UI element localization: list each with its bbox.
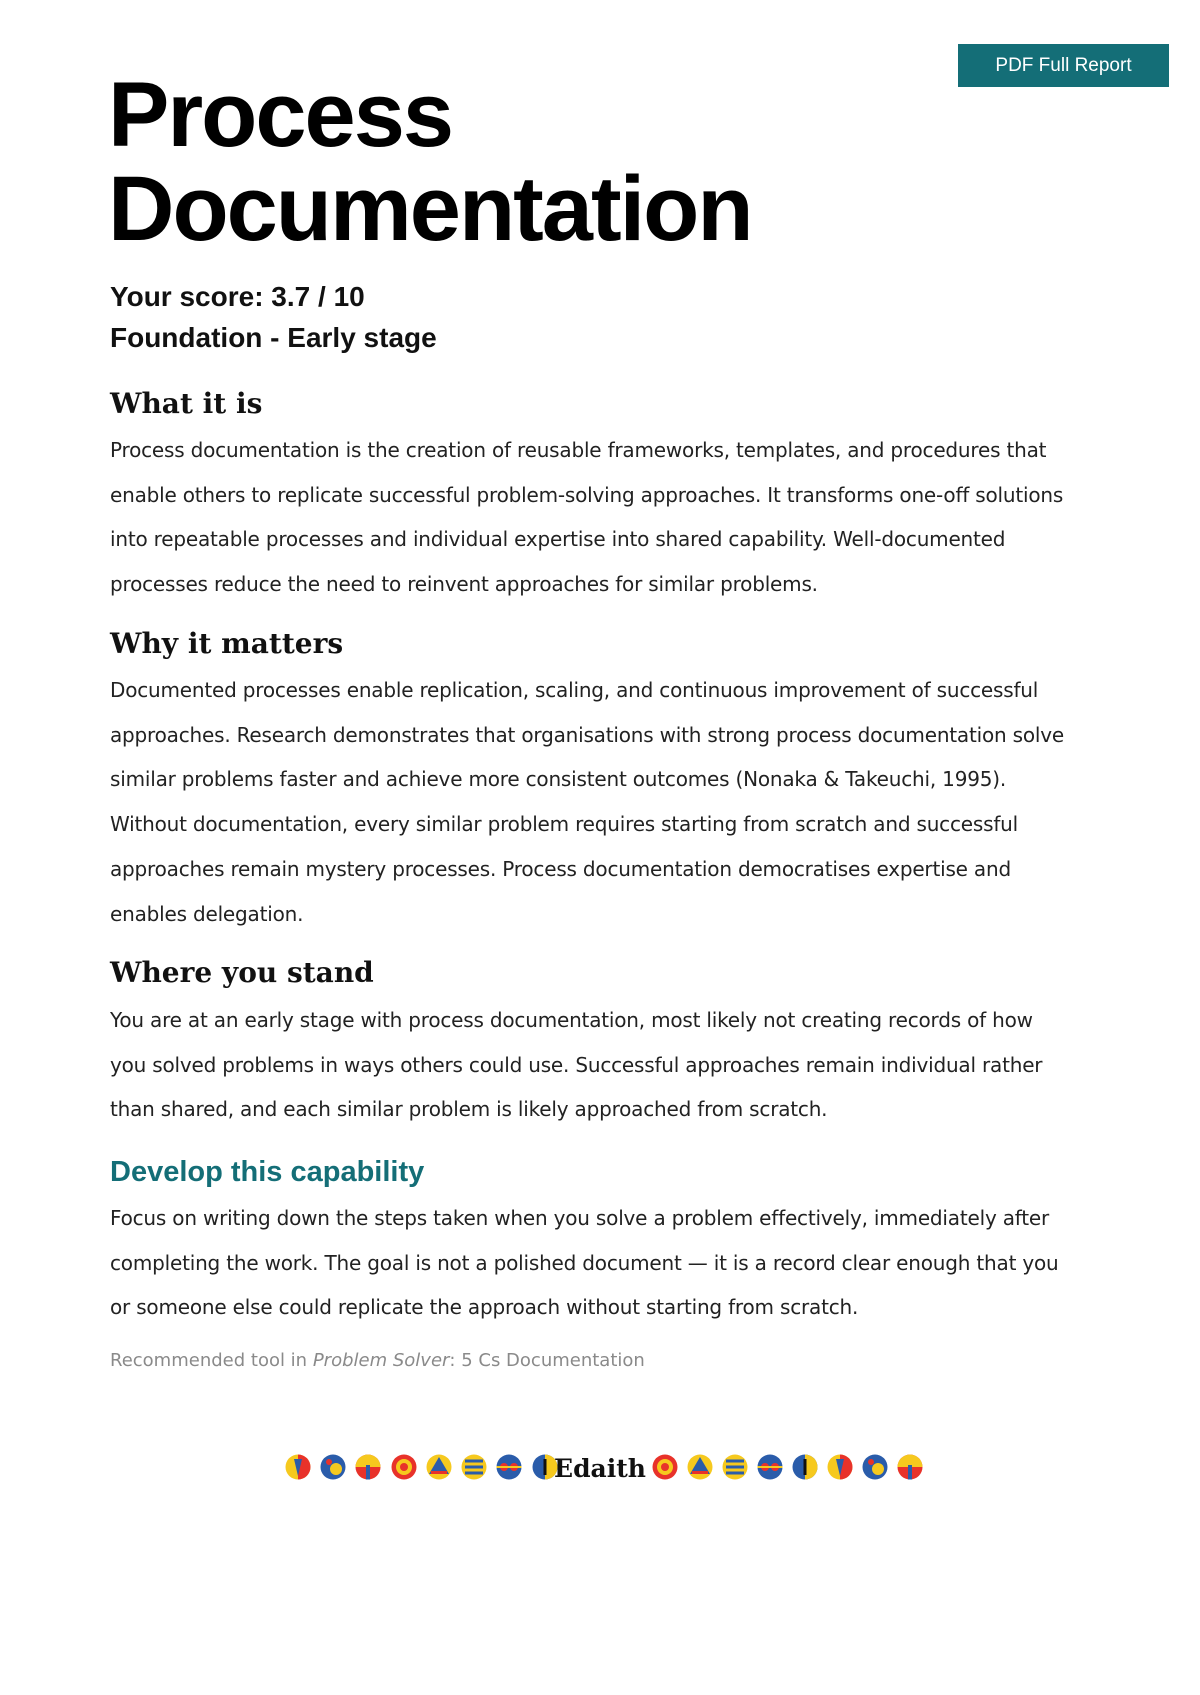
brand-logo-text: Edaith bbox=[554, 1454, 646, 1483]
text-line: or someone else could replicate the approach without starting from scratch. bbox=[110, 1295, 859, 1320]
emblem-icon-6 bbox=[462, 1455, 487, 1480]
emblem-icon-9 bbox=[653, 1455, 678, 1480]
score-text: Your score: 3.7 / 10 bbox=[110, 281, 365, 312]
stage-text: Foundation - Early stage bbox=[110, 322, 437, 353]
what-it-is-heading: What it is bbox=[110, 387, 263, 420]
text-line: into repeatable processes and individual expertise into shared capability. Well-documented bbox=[110, 527, 1006, 552]
emblem-icon-5 bbox=[427, 1455, 452, 1480]
emblem-icon-2 bbox=[321, 1455, 346, 1480]
where-you-stand-heading: Where you stand bbox=[110, 956, 374, 989]
text-line: approaches remain mystery processes. Process documentation democratises expertise and bbox=[110, 856, 1011, 881]
why-it-matters-heading: Why it matters bbox=[110, 627, 344, 660]
footer-brand-strip bbox=[0, 1448, 1200, 1486]
emblem-icon-14 bbox=[828, 1455, 853, 1480]
text-line: Without documentation, every similar problem requires starting from scratch and successful bbox=[110, 812, 1018, 837]
text-line: you solved problems in ways others could use. Successful approaches remain individual rather bbox=[110, 1052, 1043, 1077]
recommended-tool-note bbox=[110, 1348, 645, 1374]
emblem-icon-13 bbox=[793, 1455, 818, 1480]
emblem-icon-7 bbox=[497, 1455, 522, 1480]
text-line: processes reduce the need to reinvent approaches for similar problems. bbox=[110, 572, 818, 597]
text-line: enables delegation. bbox=[110, 901, 304, 926]
text-line: approaches. Research demonstrates that organisations with strong process documentation solve bbox=[110, 722, 1065, 747]
title-line-2: Documentation bbox=[108, 158, 752, 260]
emblem-icon-15 bbox=[863, 1455, 888, 1480]
text-line: You are at an early stage with process documentation, most likely not creating records of how bbox=[110, 1008, 1033, 1032]
emblem-icon-12 bbox=[758, 1455, 783, 1480]
develop-capability-text bbox=[110, 1196, 1120, 1330]
why-it-matters-text bbox=[110, 668, 1120, 936]
text-line: enable others to replicate successful problem-solving approaches. It transforms one-off solutions bbox=[110, 482, 1064, 507]
emblem-icon-11 bbox=[723, 1455, 748, 1480]
emblem-icon-16 bbox=[898, 1455, 923, 1480]
emblem-icon-10 bbox=[688, 1455, 713, 1480]
title-line-1: Process bbox=[108, 64, 453, 166]
recommend-suffix: : 5 Cs Documentation bbox=[449, 1350, 645, 1371]
recommend-prefix: Recommended tool in bbox=[110, 1350, 313, 1371]
where-you-stand-text bbox=[110, 998, 1120, 1132]
text-line: than shared, and each similar problem is likely approached from scratch. bbox=[110, 1097, 828, 1122]
emblem-icon-1 bbox=[286, 1455, 311, 1480]
text-line: Process documentation is the creation of reusable frameworks, templates, and procedures that bbox=[110, 438, 1047, 462]
text-line: Focus on writing down the steps taken when you solve a problem effectively, immediately after bbox=[110, 1206, 1050, 1230]
book-title: Problem Solver bbox=[312, 1350, 450, 1371]
emblem-icon-4 bbox=[392, 1455, 417, 1480]
pdf-full-report-button[interactable]: PDF Full Report bbox=[958, 44, 1169, 87]
text-line: similar problems faster and achieve more consistent outcomes (Nonaka & Takeuchi, 1995). bbox=[110, 767, 1007, 792]
text-line: Documented processes enable replication, scaling, and continuous improvement of successful bbox=[110, 678, 1039, 702]
develop-capability-heading: Develop this capability bbox=[110, 1156, 425, 1188]
text-line: completing the work. The goal is not a polished document — it is a record clear enough that you bbox=[110, 1250, 1059, 1275]
what-it-is-text bbox=[110, 428, 1120, 607]
emblem-icon-3 bbox=[356, 1455, 381, 1480]
page-title bbox=[108, 64, 752, 260]
footer-emblems bbox=[0, 1448, 1200, 1486]
